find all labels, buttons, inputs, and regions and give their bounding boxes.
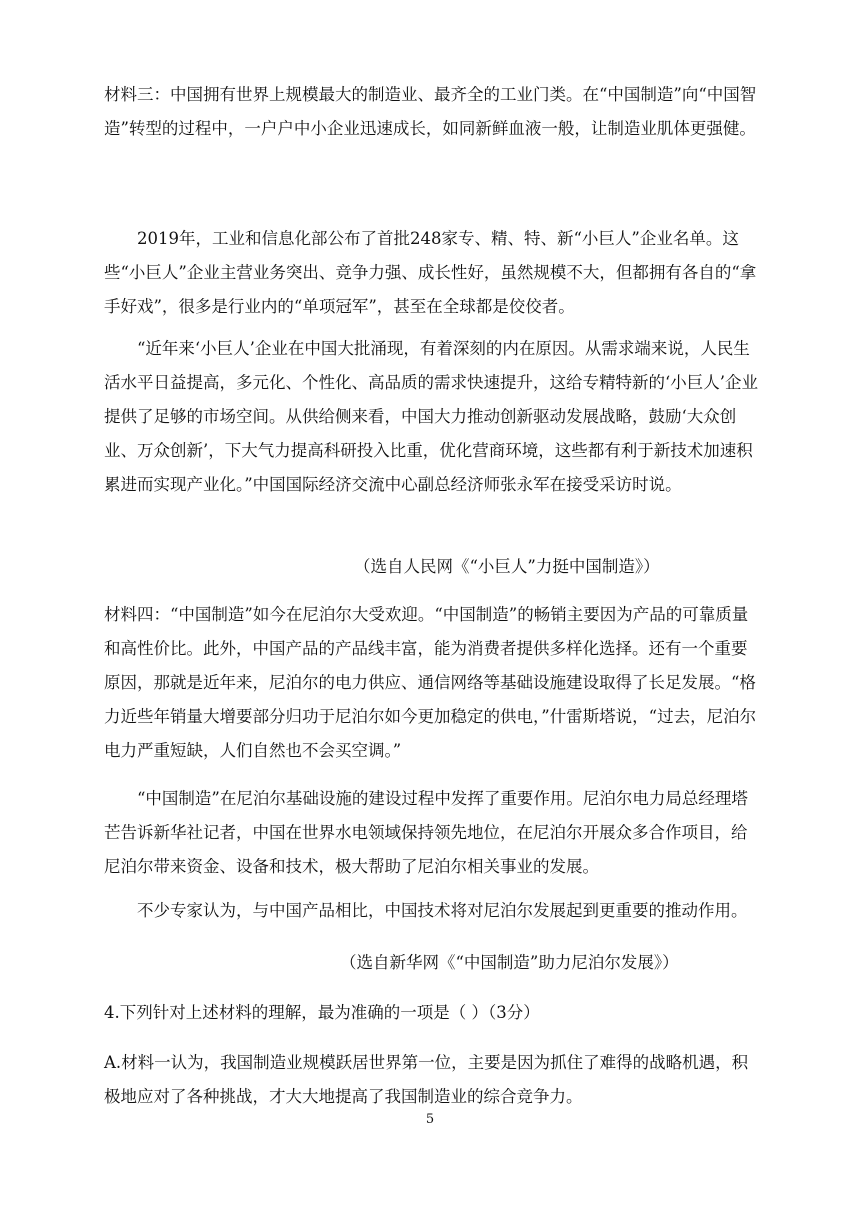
page-number: 5 (425, 1112, 435, 1127)
paragraph-expert-opinion: 不少专家认为，与中国产品相比，中国技术将对尼泊尔发展起到更重要的推动作用。 (137, 901, 748, 920)
paragraph-expert-quote: “近年来‘小巨人’企业在中国大批涌现，有着深刻的内在原因。从需求端来说，人民生活水平日益提高，多元化、个性化、高品质的需求快速提升，这给专精特新的‘小巨人’企业提供了足够的市场空间。从供给侧来看，中国大力推动创新驱动发展战略，鼓励‘大众创业、万众创新’，下大气力提高科研投入比重，优化营商环境，这些都有利于新技术加速积累进而实现产业化。”中国国际经济交流中心副总经济师张永军在接受采访时说。 (104, 339, 758, 494)
paragraph-material-3: 材料三：中国拥有世界上规模最大的制造业、最齐全的工业门类。在“中国制造”向“中国智造”转型的过程中，一户户中小企业迅速成长，如同新鲜血液一般，让制造业肌体更强健。 (104, 85, 757, 138)
paragraph-little-giants-list: 2019年，工业和信息化部公布了首批248家专、精、特、新“小巨人”企业名单。这些“小巨人”企业主营业务突出、竞争力强、成长性好，虽然规模不大，但都拥有各自的“拿手好戏”，很多是行业内的“单项冠军”，甚至在全球都是佼佼者。 (104, 229, 757, 316)
paragraph-nepal-infrastructure: “中国制造”在尼泊尔基础设施的建设过程中发挥了重要作用。尼泊尔电力局总经理塔芒告诉新华社记者，中国在世界水电领域保持领先地位，在尼泊尔开展众多合作项目，给尼泊尔带来资金、设备和技术，极大帮助了尼泊尔相关事业的发展。 (104, 789, 748, 876)
source-citation-1: （选自人民网《“小巨人”力挺中国制造》） (354, 557, 660, 576)
source-citation-2: （选自新华网《“中国制造”助力尼泊尔发展》） (340, 953, 679, 972)
option-a: A.材料一认为，我国制造业规模跃居世界第一位，主要是因为抓住了难得的战略机遇，积极地应对了各种挑战，才大大地提高了我国制造业的综合竞争力。 (104, 1053, 749, 1106)
paragraph-material-4: 材料四：“中国制造”如今在尼泊尔大受欢迎。“中国制造”的畅销主要因为产品的可靠质量和高性价比。此外，中国产品的产品线丰富，能为消费者提供多样化选择。还有一个重要原因，那就是近年来，尼泊尔的电力供应、通信网络等基础设施建设取得了长足发展。“格力近些年销量大增要部分归功于尼泊尔如今更加稳定的供电，”什雷斯塔说，“过去，尼泊尔电力严重短缺，人们自然也不会买空调。” (104, 605, 757, 760)
question-4: 4.下列针对上述材料的理解，最为准确的一项是（ ）（3分） (104, 1003, 540, 1022)
